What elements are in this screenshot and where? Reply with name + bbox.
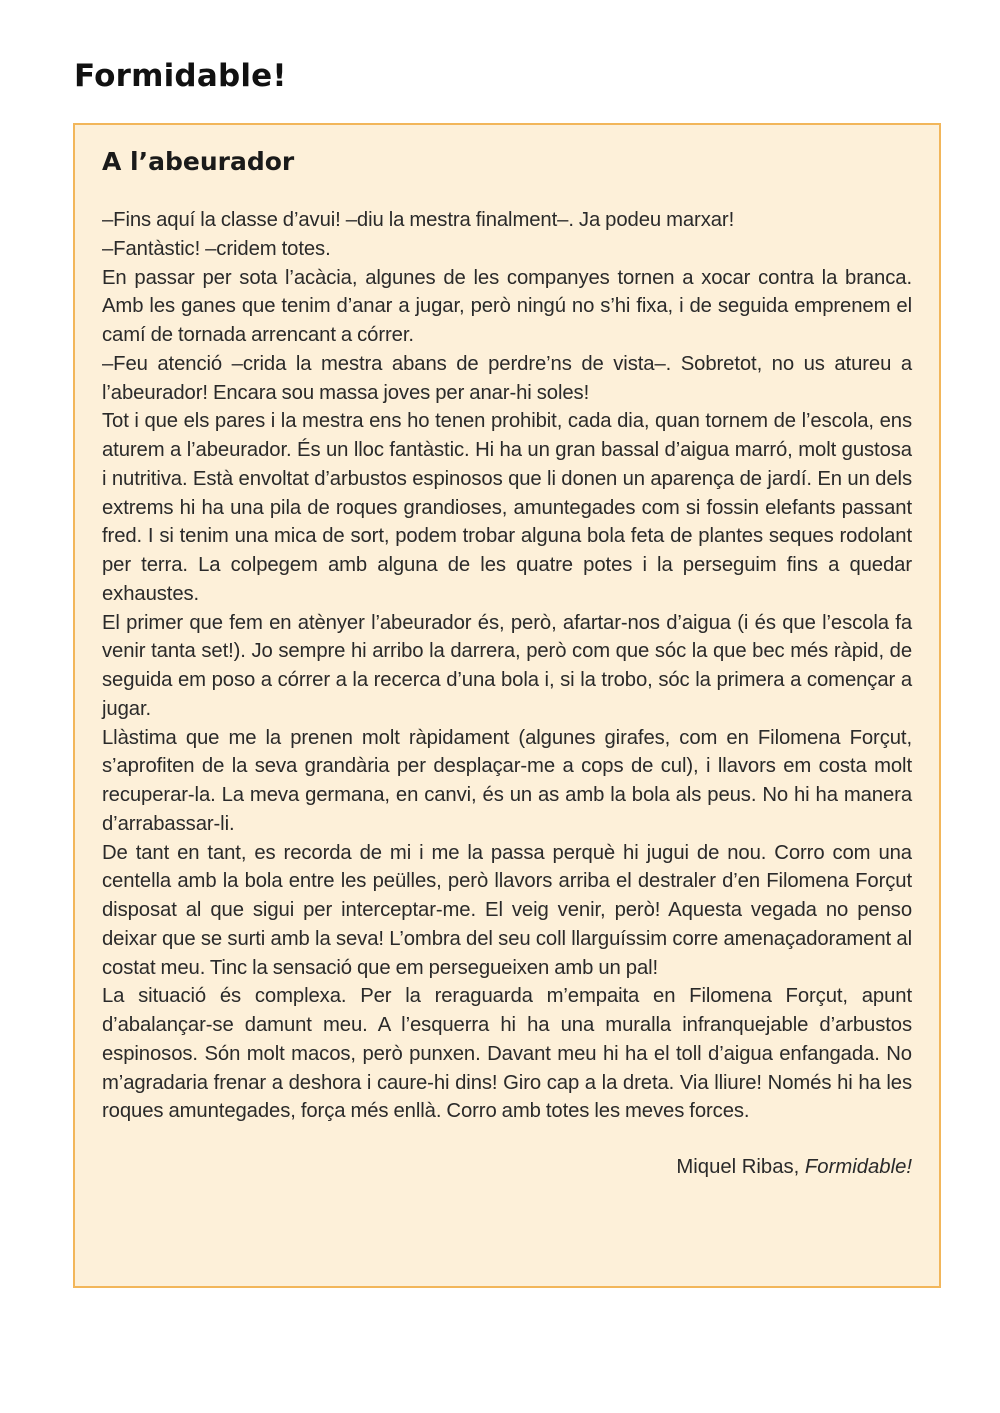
page-title: Formidable!	[74, 58, 287, 94]
paragraph: –Feu atenció –crida la mestra abans de perdre’ns de vista–. Sobretot, no us atureu a l’abeurador! Encara sou massa joves per anar-hi soles!	[102, 352, 912, 404]
paragraph: De tant en tant, es recorda de mi i me la passa perquè hi jugui de nou. Corro com una centella amb la bola entre les peülles, però llavors arriba el destraler d’en Filomena Forçut disposat al que sigui per interceptar-me. El veig venir, però! Aquesta vegada no penso deixar que se surti amb la seva! L’ombra del seu coll llarguíssim corre amenaçadorament al costat meu. Tinc la sensació que em persegueixen amb un pal!	[102, 841, 912, 979]
paragraph: El primer que fem en atènyer l’abeurador és, però, afartar-nos d’aigua (i és que l’escola fa venir tanta set!). Jo sempre hi arribo la darrera, però com que sóc la que bec més ràpid, de seguida em poso a córrer a la recerca d’una bola i, si la trobo, sóc la primera a començar a jugar.	[102, 611, 912, 720]
reading-box	[73, 123, 941, 1288]
paragraph: Tot i que els pares i la mestra ens ho tenen prohibit, cada dia, quan tornem de l’escola, ens aturem a l’abeurador. És un lloc fantàstic. Hi ha un gran bassal d’aigua marró, molt gustosa i nutritiva. Està envoltat d’arbustos espinosos que li donen un aparença de jardí. En un dels extrems hi ha una pila de roques grandioses, amuntegades com si fossin elefants passant fred. I si tenim una mica de sort, podem trobar alguna bola feta de plantes seques rodolant per terra. La colpegem amb alguna de les quatre potes i la perseguim fins a quedar exhaustes.	[102, 410, 912, 605]
paragraph: –Fantàstic! –cridem totes.	[102, 237, 331, 260]
reading-title: A l’abeurador	[102, 147, 295, 176]
source-credit	[102, 1156, 912, 1179]
reading-body	[102, 206, 912, 1126]
credit-author: Miquel Ribas,	[676, 1156, 805, 1178]
paragraph: –Fins aquí la classe d’avui! –diu la mestra finalment–. Ja podeu marxar!	[102, 209, 735, 231]
paragraph: La situació és complexa. Per la reraguarda m’empaita en Filomena Forçut, apunt d’abalançar-se damunt meu. A l’esquerra hi ha una muralla infranquejable d’arbustos espinosos. Són molt macos, però punxen. Davant meu hi ha el toll d’aigua enfangada. No m’agradaria frenar a deshora i caure-hi dins! Giro cap a la dreta. Via lliure! Només hi ha les roques amuntegades, força més enllà. Corro amb totes les meves forces.	[102, 985, 912, 1123]
paragraph: En passar per sota l’acàcia, algunes de les companyes tornen a xocar contra la branca. Amb les ganes que tenim d’anar a jugar, però ningú no s’hi fixa, i de seguida emprenem el camí de tornada arrencant a córrer.	[102, 266, 912, 346]
paragraph: Llàstima que me la prenen molt ràpidament (algunes girafes, com en Filomena Forçut, s’aprofiten de la seva grandària per desplaçar-me a cops de cul), i llavors em costa molt recuperar-la. La meva germana, en canvi, és un as amb la bola als peus. No hi ha manera d’arrabassar-li.	[102, 726, 912, 835]
credit-work-title: Formidable!	[804, 1156, 912, 1178]
